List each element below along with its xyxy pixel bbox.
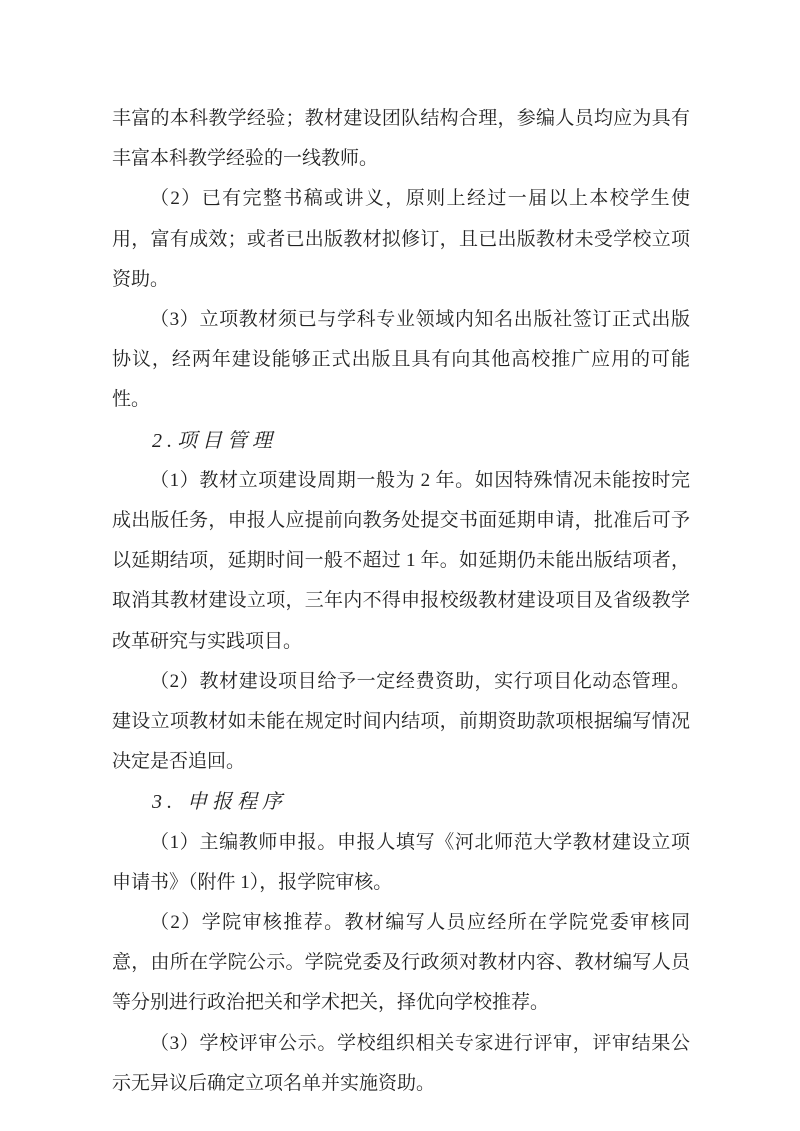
paragraph-procedure-2: （2）学院审核推荐。教材编写人员应经所在学院党委审核同意，由所在学院公示。学院党委及行政须对教材内容、教材编写人员等分别进行政治把关和学术把关，择优向学校推荐。 — [112, 912, 690, 1014]
paragraph-management-1: （1）教材立项建设周期一般为 2 年。如因特殊情况未能按时完成出版任务，申报人应提前向教务处提交书面延期申请，批准后可予以延期结项，延期时间一般不超过 1 年。如延期仍未能出版结项者，取消其教材建设立项，三年内不得申报校级教材建设项目及省级教学改革研究与实践项目。 — [112, 469, 690, 652]
paragraph-procedure-3: （3）学校评审公示。学校组织相关专家进行评审，评审结果公示无异议后确定立项名单并实施资助。 — [112, 1032, 690, 1094]
paragraph-continuation-eligibility: 丰富的本科教学经验；教材建设团队结构合理，参编人员均应为具有丰富本科教学经验的一线教师。 — [112, 108, 690, 170]
document-body — [112, 99, 690, 1104]
section-heading-application-procedure: 3. 申报程序 — [152, 791, 287, 814]
paragraph-condition-2: （2）已有完整书稿或讲义，原则上经过一届以上本校学生使用，富有成效；或者已出版教材拟修订，且已出版教材未受学校立项资助。 — [112, 188, 690, 290]
paragraph-condition-3: （3）立项教材须已与学科专业领域内知名出版社签订正式出版协议，经两年建设能够正式出版且具有向其他高校推广应用的可能性。 — [112, 309, 690, 411]
paragraph-management-2: （2）教材建设项目给予一定经费资助，实行项目化动态管理。建设立项教材如未能在规定时间内结项，前期资助款项根据编写情况决定是否追回。 — [112, 670, 690, 773]
section-heading-project-management: 2.项目管理 — [152, 429, 277, 452]
paragraph-procedure-1: （1）主编教师申报。申报人填写《河北师范大学教材建设立项申请书》（附件 1），报学院审核。 — [112, 831, 690, 893]
